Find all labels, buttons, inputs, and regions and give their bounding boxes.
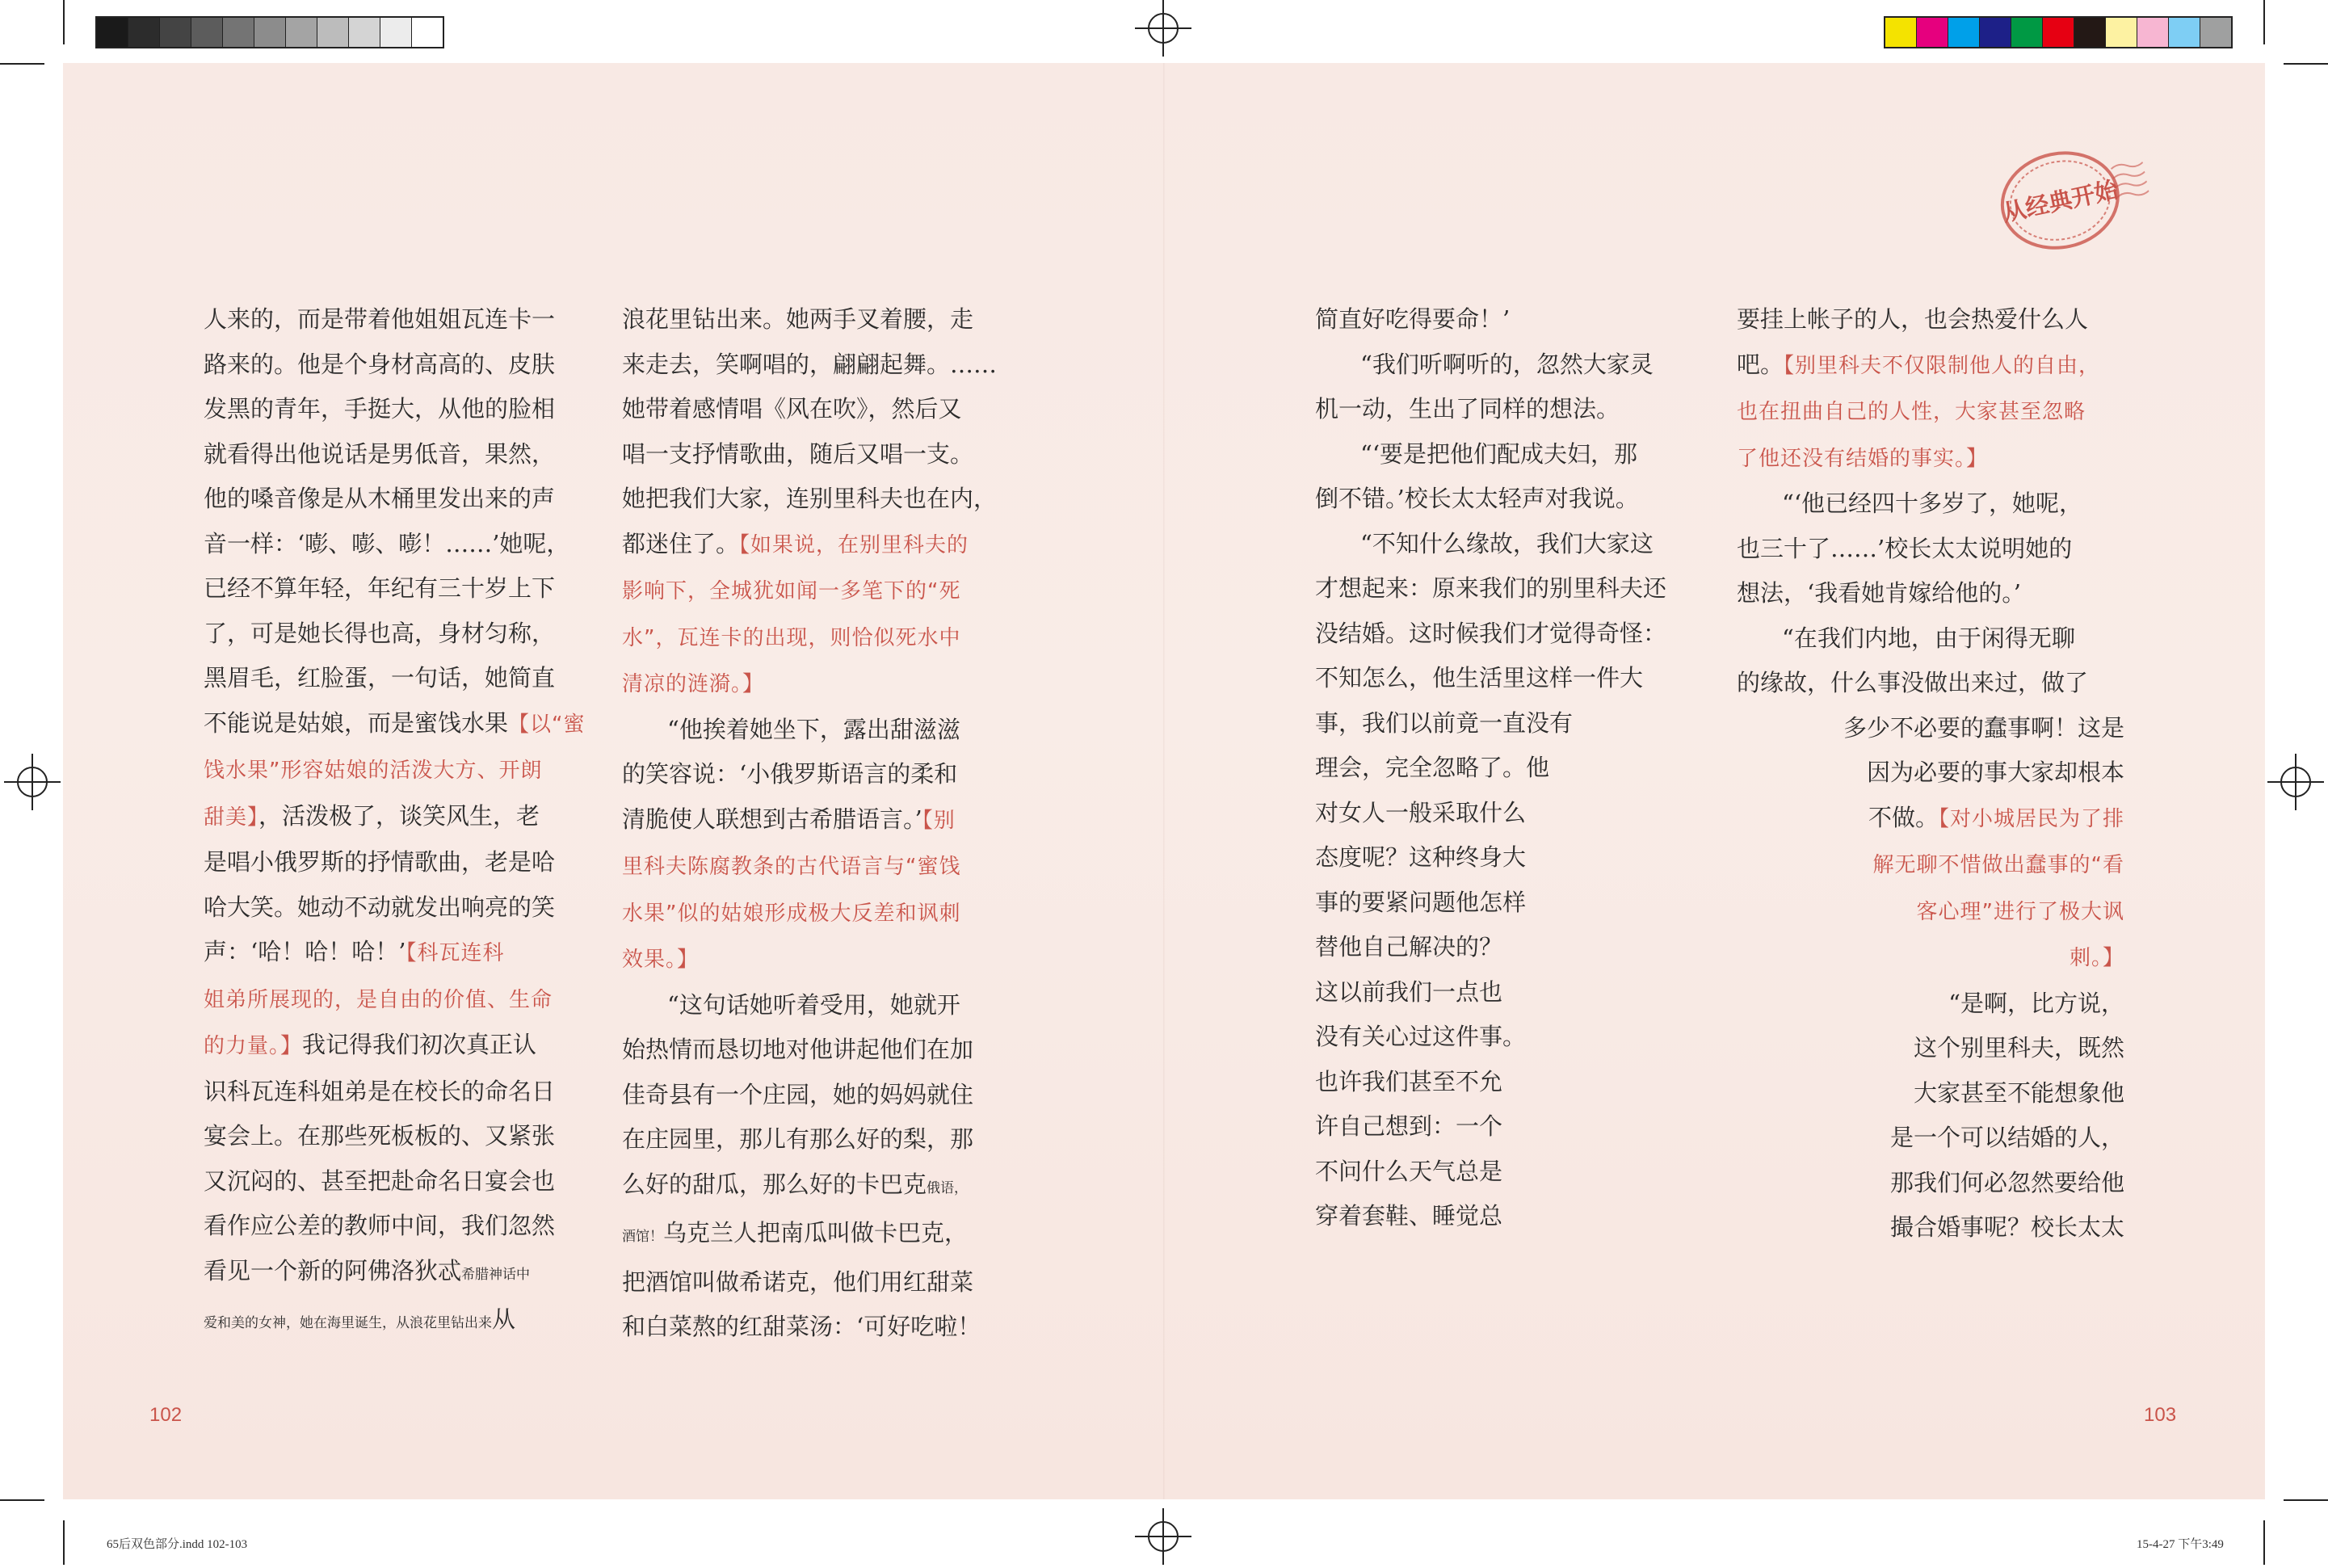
- body-text: 不知怎么，他生活里这样一件大: [1315, 664, 1644, 692]
- body-text: 不做。: [1868, 803, 1939, 831]
- color-swatch: [1917, 18, 1948, 47]
- annotation-text: 姐弟所展现的，是自由的价值、生命: [204, 987, 553, 1012]
- text-line: [204, 747, 591, 794]
- text-line: [1737, 796, 2124, 843]
- text-line: [204, 1159, 591, 1204]
- page-number-right: 103: [2144, 1404, 2177, 1426]
- text-line: [1315, 1194, 1711, 1239]
- text-line: [204, 612, 591, 657]
- text-line: [622, 477, 1018, 522]
- color-swatch: [349, 18, 380, 47]
- body-text: ，活泼极了，谈笑风生，老: [258, 801, 540, 830]
- body-text: 替他自己解决的？: [1315, 933, 1503, 961]
- text-line: [622, 1211, 1018, 1260]
- text-line: [1737, 571, 2124, 616]
- slug-timestamp: 15-4-27 下午3:49: [2137, 1538, 2224, 1551]
- body-text: 识科瓦连科姐弟是在校长的命名日: [204, 1077, 556, 1105]
- text-line: [622, 1117, 1018, 1162]
- body-text: 声：‘哈！哈！哈！’: [204, 938, 406, 965]
- stamp-text: 从经典开始: [2000, 175, 2120, 227]
- color-swatch: [2074, 18, 2106, 47]
- text-line: [204, 656, 591, 701]
- annotation-text: 【别: [922, 808, 956, 833]
- annotation-text: 影响下，全城犹如闻一多笔下的“死: [622, 579, 961, 603]
- registration-mark-icon: [1135, 1508, 1191, 1565]
- text-line: [1737, 889, 2124, 935]
- text-line: [204, 1114, 591, 1159]
- annotation-text: 效果。】: [622, 948, 700, 972]
- body-text: 看作应公差的教师中间，我们忽然: [204, 1212, 556, 1239]
- body-text: 始热情而恳切地对他讲起他们在加: [622, 1036, 974, 1063]
- text-line: [622, 1162, 1018, 1212]
- body-text: 又沉闷的、甚至把赴命名日宴会也: [204, 1167, 556, 1195]
- body-text: 想法，‘我看她肯嫁给他的。’: [1737, 579, 2021, 607]
- text-line: [1315, 297, 1711, 343]
- annotation-text: 客心理”进行了极大讽: [1916, 899, 2124, 924]
- color-swatch: [191, 18, 223, 47]
- annotation-text: 解无聊不惜做出蠢事的“看: [1872, 853, 2124, 877]
- body-text: 在庄园里，那儿有那么好的梨，那: [622, 1125, 974, 1153]
- color-swatch: [128, 18, 160, 47]
- right-page-column-1: [1315, 297, 1711, 1239]
- text-line: [622, 661, 1018, 708]
- footnote-text: 俄语，: [927, 1179, 969, 1196]
- annotation-text: 刺。】: [2069, 946, 2124, 970]
- text-line: [1315, 925, 1711, 970]
- annotation-text: 了他还没有结婚的事实。】: [1737, 446, 1989, 471]
- text-line: [622, 522, 1018, 569]
- body-text: 这以前我们一点也: [1315, 977, 1503, 1006]
- right-page-column-2: [1737, 297, 2124, 1251]
- color-swatch: [97, 18, 128, 47]
- text-line: [204, 343, 591, 388]
- text-line: [204, 1070, 591, 1115]
- text-line: [1315, 835, 1711, 881]
- text-line: [1737, 527, 2124, 572]
- text-line: [1315, 343, 1711, 388]
- color-swatch: [1885, 18, 1917, 47]
- crop-mark: [2263, 1520, 2265, 1565]
- text-line: [204, 1023, 591, 1070]
- body-text: 对女人一般采取什么: [1315, 798, 1527, 826]
- text-line: [622, 297, 1018, 343]
- body-text: 宴会上。在那些死板板的、又紧张: [204, 1122, 556, 1150]
- body-text: 才想起来：原来我们的别里科夫还: [1315, 574, 1667, 602]
- text-line: [622, 568, 1018, 615]
- text-line: [622, 1305, 1018, 1350]
- body-text: “是啊，比方说，: [1948, 989, 2124, 1017]
- annotation-text: 也在扭曲自己的人性，大家甚至忽略: [1737, 400, 2086, 424]
- body-text: 把酒馆叫做希诺克，他们用红甜菜: [622, 1267, 974, 1296]
- body-text: 发黑的青年，手挺大，从他的脸相: [204, 395, 556, 422]
- body-text: 清脆使人联想到古希腊语言。’: [622, 805, 922, 833]
- text-line: [1315, 1060, 1711, 1105]
- body-text: 了，可是她长得也高，身材匀称，: [204, 619, 556, 647]
- color-swatch: [1980, 18, 2011, 47]
- color-swatch: [317, 18, 349, 47]
- annotation-text: 【科瓦连科: [406, 941, 505, 965]
- body-text: 简直好吃得要命！’: [1315, 305, 1511, 333]
- body-text: 撮合婚事呢？校长太太: [1889, 1213, 2124, 1241]
- crop-mark: [2263, 0, 2265, 44]
- text-line: [1737, 1205, 2124, 1251]
- annotation-text: 甜美】: [204, 805, 259, 830]
- grayscale-color-bar: [95, 16, 444, 48]
- text-line: [1315, 566, 1711, 612]
- color-swatch: [2043, 18, 2074, 47]
- text-line: [1315, 746, 1711, 791]
- body-text: 是唱小俄罗斯的抒情歌曲，老是哈: [204, 848, 556, 876]
- body-text: “不知什么缘故，我们大家这: [1360, 529, 1654, 557]
- text-line: [1737, 616, 2124, 662]
- body-text: 因为必要的事大家却根本: [1866, 759, 2124, 786]
- body-text: 都迷住了。: [622, 529, 740, 557]
- crop-mark: [2284, 1499, 2328, 1501]
- annotation-text: 【如果说，在别里科夫的: [739, 532, 969, 557]
- text-line: [1737, 935, 2124, 982]
- text-line: [622, 615, 1018, 662]
- body-text: 不能说是姑娘，而是蜜饯水果: [204, 708, 509, 737]
- text-line: [622, 1260, 1018, 1305]
- body-text: 这个别里科夫，既然: [1913, 1034, 2124, 1061]
- text-line: [1315, 477, 1711, 522]
- color-swatch: [223, 18, 254, 47]
- text-line: [1737, 1071, 2124, 1116]
- text-line: [1315, 970, 1711, 1015]
- body-text: 事，我们以前竟一直没有: [1315, 708, 1574, 737]
- body-text: “他挨着她坐下，露出甜滋滋: [667, 715, 960, 743]
- text-line: [1737, 1026, 2124, 1071]
- body-text: 人来的，而是带着他姐姐瓦连卡一: [204, 305, 556, 333]
- text-line: [1737, 842, 2124, 889]
- footnote-text: 酒馆！: [622, 1229, 663, 1245]
- text-line: [1737, 661, 2124, 706]
- body-text: 倒不错。’校长太太轻声对我说。: [1315, 485, 1639, 512]
- crop-mark: [0, 63, 44, 65]
- body-text: 乌克兰人把南瓜叫做卡巴克，: [663, 1219, 969, 1246]
- body-text: 不问什么天气总是: [1315, 1157, 1503, 1185]
- body-text: 她带着感情唱《风在吹》，然后又: [622, 395, 962, 422]
- text-line: [1315, 387, 1711, 432]
- body-text: 已经不算年轻，年纪有三十岁上下: [204, 574, 556, 602]
- text-line: [622, 343, 1018, 388]
- body-text: 是一个可以结婚的人，: [1889, 1124, 2124, 1151]
- text-line: [622, 387, 1018, 432]
- color-swatch: [2106, 18, 2137, 47]
- color-swatch: [286, 18, 317, 47]
- registration-mark-icon: [4, 754, 61, 810]
- text-line: [204, 1249, 591, 1298]
- text-line: [204, 977, 591, 1024]
- color-swatch: [1948, 18, 1980, 47]
- body-text: 和白菜熬的红甜菜汤：‘可好吃啦！: [622, 1313, 981, 1340]
- text-line: [1315, 1015, 1711, 1060]
- text-line: [622, 983, 1018, 1028]
- text-line: [622, 797, 1018, 844]
- registration-mark-icon: [1135, 0, 1191, 57]
- text-line: [204, 930, 591, 977]
- text-line: [204, 432, 591, 477]
- annotation-text: 饯水果”形容姑娘的活泼大方、开朗: [204, 759, 543, 783]
- body-text: 音一样：‘嘭、嘭、嘭！……’她呢，: [204, 529, 570, 557]
- text-line: [622, 936, 1018, 983]
- text-line: [1737, 982, 2124, 1027]
- text-line: [204, 885, 591, 931]
- text-line: [204, 566, 591, 612]
- text-line: [1315, 791, 1711, 836]
- body-text: “在我们内地，由于闲得无聊: [1782, 624, 2075, 652]
- text-line: [622, 432, 1018, 477]
- body-text: 那我们何必忽然要给他: [1889, 1168, 2124, 1196]
- body-text: 她把我们大家，连别里科夫也在内，: [622, 485, 998, 512]
- left-page-column-2: [622, 297, 1018, 1350]
- body-text: 唱一支抒情歌曲，随后又唱一支。: [622, 439, 974, 468]
- body-text: 多少不必要的蠢事啊！这是: [1843, 713, 2124, 742]
- left-page-column-1: [204, 297, 591, 1347]
- body-text: 吧。: [1737, 350, 1784, 378]
- page-number-left: 102: [149, 1404, 183, 1426]
- text-line: [1737, 750, 2124, 796]
- text-line: [1737, 389, 2124, 435]
- text-line: [622, 1028, 1018, 1073]
- text-line: [204, 794, 591, 841]
- body-text: “‘他已经四十多岁了，她呢，: [1782, 490, 2083, 517]
- body-text: 路来的。他是个身材高高的、皮肤: [204, 350, 556, 378]
- crop-mark: [63, 1520, 65, 1565]
- crop-mark: [0, 1499, 44, 1501]
- body-text: 看见一个新的阿佛洛狄忒: [204, 1256, 462, 1284]
- gutter-shadow: [1163, 63, 1165, 1499]
- text-line: [204, 522, 591, 567]
- text-line: [204, 840, 591, 885]
- text-line: [204, 1204, 591, 1249]
- crop-mark: [2284, 63, 2328, 65]
- annotation-text: 水果”似的姑娘形成极大反差和讽刺: [622, 901, 961, 926]
- text-line: [1315, 432, 1711, 477]
- body-text: 事的要紧问题他怎样: [1315, 888, 1527, 916]
- body-text: 态度呢？这种终身大: [1315, 843, 1527, 871]
- body-text: 就看得出他说话是男低音，果然，: [204, 439, 556, 468]
- body-text: 也许我们甚至不允: [1315, 1067, 1503, 1095]
- color-swatch: [2137, 18, 2169, 47]
- body-text: 浪花里钻出来。她两手叉着腰，走: [622, 305, 974, 333]
- text-line: [1315, 881, 1711, 926]
- body-text: 来走去，笑啊唱的，翩翩起舞。……: [622, 350, 998, 378]
- body-text: 我记得我们初次真正认: [302, 1031, 537, 1058]
- body-text: “这句话她听着受用，她就开: [667, 990, 960, 1019]
- text-line: [1315, 656, 1711, 701]
- text-line: [1315, 701, 1711, 746]
- text-line: [204, 387, 591, 432]
- text-line: [622, 843, 1018, 890]
- text-line: [1737, 1116, 2124, 1161]
- text-line: [1737, 297, 2124, 343]
- body-text: “我们听啊听的，忽然大家灵: [1360, 350, 1654, 378]
- annotation-text: 水”，瓦连卡的出现，则恰似死水中: [622, 625, 961, 650]
- color-swatch: [2011, 18, 2043, 47]
- text-line: [1737, 435, 2124, 482]
- text-line: [1737, 706, 2124, 751]
- text-line: [204, 477, 591, 522]
- text-line: [622, 708, 1018, 753]
- footnote-text: 爱和美的女神，她在海里诞生，从浪花里钻出来: [204, 1315, 492, 1331]
- color-swatch: [412, 18, 443, 47]
- slug-file-info: 65后双色部分.indd 102-103: [107, 1538, 248, 1551]
- text-line: [1315, 522, 1711, 567]
- annotation-text: 清凉的涟漪。】: [622, 672, 765, 696]
- body-text: 的笑容说：‘小俄罗斯语言的柔和: [622, 760, 958, 788]
- body-text: 他的嗓音像是从木桶里发出来的声: [204, 485, 556, 512]
- color-swatch: [254, 18, 286, 47]
- body-text: 佳奇县有一个庄园，她的妈妈就住: [622, 1080, 974, 1108]
- body-text: 理会，完全忽略了。他: [1315, 754, 1550, 781]
- color-swatch: [380, 18, 412, 47]
- body-text: 要挂上帐子的人，也会热爱什么人: [1737, 305, 2089, 333]
- annotation-text: 【别里科夫不仅限制他人的自由，: [1784, 353, 2101, 378]
- body-text: 穿着套鞋、睡觉总: [1315, 1202, 1503, 1230]
- text-line: [1315, 1150, 1711, 1195]
- body-text: 么好的甜瓜，那么好的卡巴克: [622, 1170, 927, 1198]
- text-line: [1315, 612, 1711, 657]
- color-swatch: [160, 18, 191, 47]
- body-text: 也三十了……’校长太太说明她的: [1737, 534, 2073, 562]
- body-text: 没结婚。这时候我们才觉得奇怪：: [1315, 619, 1667, 647]
- text-line: [1737, 343, 2124, 389]
- text-line: [204, 297, 591, 343]
- body-text: 大家甚至不能想象他: [1913, 1078, 2124, 1107]
- footnote-text: 希腊神话中: [461, 1266, 531, 1283]
- cmyk-color-bar: [1884, 16, 2233, 48]
- text-line: [622, 752, 1018, 797]
- annotation-text: 【对小城居民为了排: [1938, 806, 2124, 831]
- body-text: 黑眉毛，红脸蛋，一句话，她简直: [204, 664, 556, 692]
- crop-mark: [63, 0, 65, 44]
- body-text: 没有关心过这件事。: [1315, 1023, 1527, 1050]
- text-line: [1737, 481, 2124, 527]
- color-swatch: [2169, 18, 2200, 47]
- text-line: [1737, 1161, 2124, 1206]
- body-text: 的缘故，什么事没做出来过，做了: [1737, 669, 2089, 696]
- color-swatch: [2200, 18, 2231, 47]
- annotation-text: 的力量。】: [204, 1034, 303, 1058]
- text-line: [204, 1297, 591, 1347]
- body-text: 许自己想到：一个: [1315, 1112, 1503, 1140]
- annotation-text: 里科夫陈腐教条的古代语言与“蜜饯: [622, 855, 961, 879]
- registration-mark-icon: [2267, 754, 2324, 810]
- body-text: 哈大笑。她动不动就发出响亮的笑: [204, 893, 556, 921]
- annotation-text: 【以“蜜: [508, 712, 586, 737]
- text-line: [622, 1073, 1018, 1118]
- text-line: [622, 890, 1018, 937]
- body-text: 从: [492, 1305, 516, 1333]
- text-line: [204, 701, 591, 748]
- body-text: 机一动，生出了同样的想法。: [1315, 395, 1620, 422]
- text-line: [1315, 1104, 1711, 1150]
- body-text: “‘要是把他们配成夫妇，那: [1360, 439, 1638, 468]
